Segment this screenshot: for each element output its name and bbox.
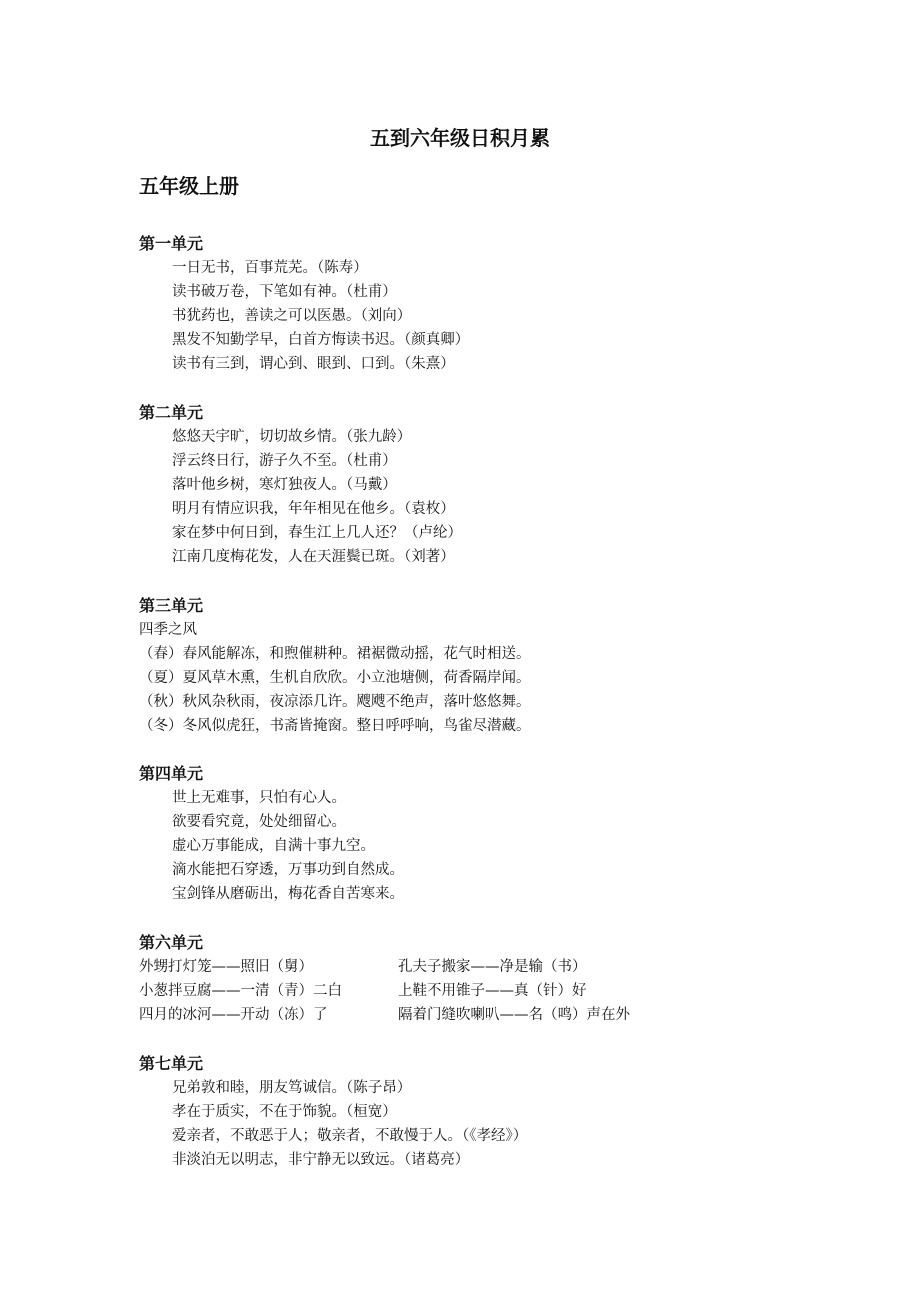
quote-line: 兄弟敦和睦，朋友笃诚信。（陈子昂） <box>172 1080 412 1096</box>
unit-4-heading: 第四单元 <box>139 764 204 783</box>
unit-4-section <box>139 762 839 906</box>
quote-line: 宝剑锋从磨砺出，梅花香自苦寒来。 <box>172 886 404 902</box>
riddle-left: 外甥打灯笼——照旧（舅） <box>139 959 313 975</box>
riddle-row <box>139 979 839 1003</box>
unit-3-heading: 第三单元 <box>139 596 204 615</box>
unit-7-section <box>139 1052 839 1172</box>
quote-line: 世上无难事，只怕有心人。 <box>172 790 346 806</box>
poem-line: （秋）秋风杂秋雨，夜凉添几许。飕飕不绝声，落叶悠悠舞。 <box>139 694 531 710</box>
quote-line: 孝在于质实，不在于饰貌。（桓宽） <box>172 1104 397 1120</box>
unit-1-section <box>139 232 839 376</box>
quote-line: 书犹药也，善读之可以医愚。（刘向） <box>172 308 412 324</box>
unit-7-heading: 第七单元 <box>139 1054 204 1073</box>
poem-title: 四季之风 <box>139 622 197 638</box>
poem-line: （春）春风能解冻，和煦催耕种。裙裾微动摇，花气时相送。 <box>139 646 531 662</box>
quote-line: 落叶他乡树，寒灯独夜人。（马戴） <box>172 477 397 493</box>
volume-title: 五年级上册 <box>139 174 239 198</box>
quote-line: 浮云终日行，游子久不至。（杜甫） <box>172 453 397 469</box>
quote-line: 读书破万卷，下笔如有神。（杜甫） <box>172 284 397 300</box>
unit-6-heading: 第六单元 <box>139 933 204 952</box>
riddle-row <box>139 1003 839 1027</box>
riddle-left: 小葱拌豆腐——一清（青）二白 <box>139 983 342 999</box>
quote-line: 明月有情应识我，年年相见在他乡。（袁枚） <box>172 501 455 517</box>
quote-line: 读书有三到，谓心到、眼到、口到。（朱熹） <box>172 356 455 372</box>
unit-6-section <box>139 931 839 1027</box>
poem-line: （夏）夏风草木熏，生机自欣欣。小立池塘侧，荷香隔岸闻。 <box>139 670 531 686</box>
unit-2-section <box>139 401 839 569</box>
quote-line: 江南几度梅花发，人在天涯鬓已斑。（刘著） <box>172 549 455 565</box>
riddle-right: 隔着门缝吹喇叭——名（鸣）声在外 <box>398 1007 630 1023</box>
riddle-right: 上鞋不用锥子——真（针）好 <box>398 983 587 999</box>
quote-line: 黑发不知勤学早，白首方悔读书迟。（颜真卿） <box>172 332 470 348</box>
quote-line: 滴水能把石穿透，万事功到自然成。 <box>172 862 404 878</box>
quote-line: 一日无书，百事荒芜。（陈寿） <box>172 260 368 276</box>
riddle-right: 孔夫子搬家——净是输（书） <box>398 959 587 975</box>
riddle-left: 四月的冰河——开动（冻）了 <box>139 1007 328 1023</box>
quote-line: 欲要看究竟，处处细留心。 <box>172 814 346 830</box>
quote-line: 非淡泊无以明志，非宁静无以致远。（诸葛亮） <box>172 1152 470 1168</box>
riddle-row <box>139 955 839 979</box>
quote-line: 悠悠天宇旷，切切故乡情。（张九龄） <box>172 429 412 445</box>
document-title: 五到六年级日积月累 <box>370 126 550 150</box>
poem-line: （冬）冬风似虎狂，书斋皆掩窗。整日呼呼响，鸟雀尽潜藏。 <box>139 718 531 734</box>
unit-1-heading: 第一单元 <box>139 234 204 253</box>
unit-2-heading: 第二单元 <box>139 403 204 422</box>
quote-line: 虚心万事能成，自满十事九空。 <box>172 838 375 854</box>
quote-line: 爱亲者，不敢恶于人；敬亲者，不敢慢于人。（《孝经》） <box>172 1128 528 1144</box>
unit-3-section <box>139 594 839 738</box>
quote-line: 家在梦中何日到，春生江上几人还？（卢纶） <box>172 525 462 541</box>
